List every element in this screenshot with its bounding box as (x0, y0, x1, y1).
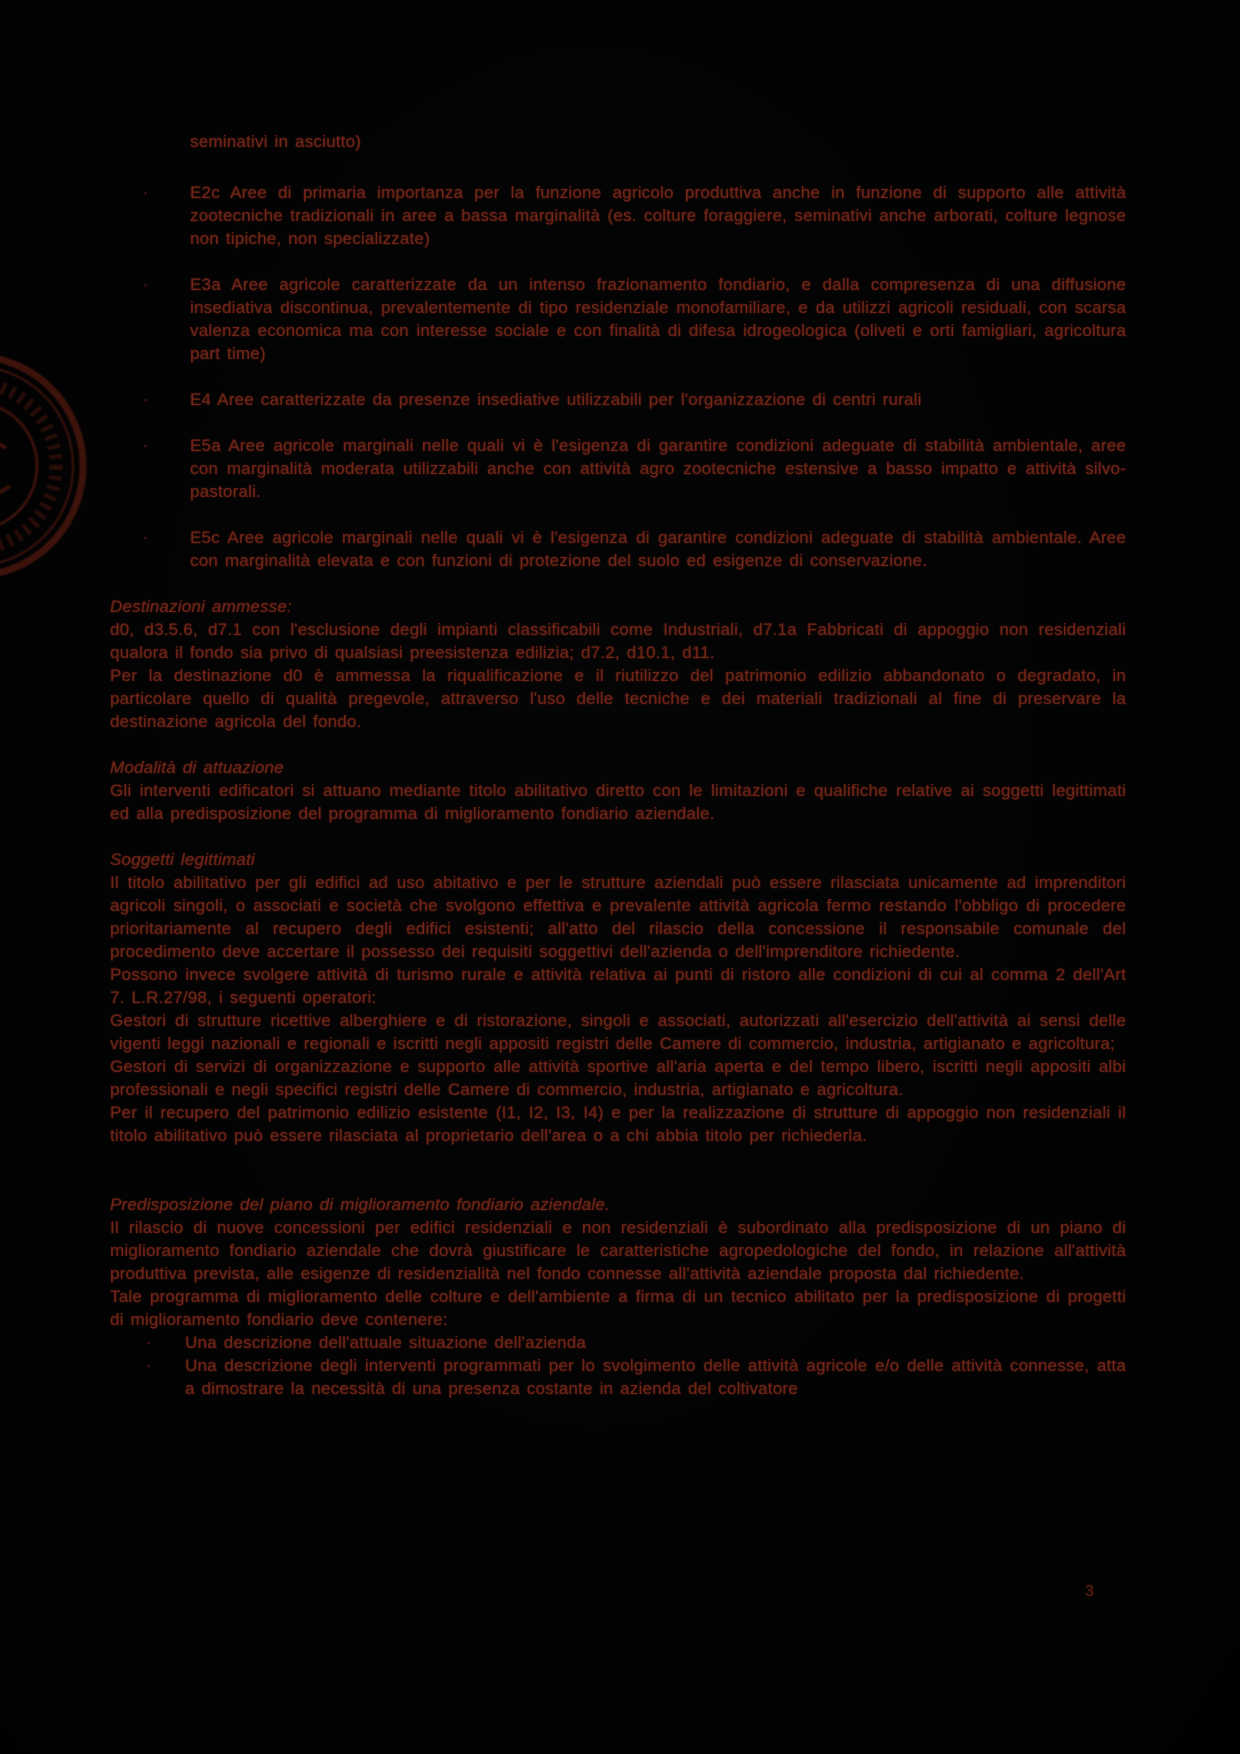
section-paragraph: Gli interventi edificatori si attuano mediante titolo abilitativo diretto con le limitazioni e qualifiche relative ai soggetti legittimati ed alla predisposizione del programma di miglioramento fondiario aziendale. (110, 781, 1126, 823)
zone-item-e5a (110, 434, 1126, 503)
zone-text: E3a Aree agricole caratterizzate da un intenso frazionamento fondiario, e dalla compresenza di una diffusione insediativa discontinua, prevalentemente di tipo residenziale monofamiliare, e da utilizzi agricoli residuali, con scarsa valenza economica ma con interesse sociale e con finalità di difesa idrogeologica (oliveti e orti famigliari, agricoltura part time) (190, 275, 1126, 363)
requirement-item (110, 1331, 1126, 1354)
document-body (110, 130, 1126, 1400)
section-paragraph: Per la destinazione d0 è ammessa la riqualificazione e il riutilizzo del patrimonio edilizio abbandonato o degradato, in particolare quello di qualità pregevole, attraverso l'uso delle tecniche e dei materiali tradizionali al fine di preservare la destinazione agricola del fondo. (110, 666, 1126, 731)
section-paragraph: Gestori di strutture ricettive alberghiere e di ristorazione, singoli e associati, autorizzati all'esercizio dell'attività ai sensi delle vigenti leggi nazionali e regionali e iscritti negli appositi registri delle Camere di commercio, industria, artigianato e agricoltura; (110, 1011, 1126, 1053)
section-heading: Modalità di attuazione (110, 758, 284, 777)
requirement-text: Una descrizione degli interventi programmati per lo svolgimento delle attività agricole e/o delle attività connesse, atta a dimostrare la necessità di una presenza costante in azienda del coltivatore (185, 1356, 1126, 1398)
section-paragraph: Tale programma di miglioramento delle colture e dell'ambiente a firma di un tecnico abilitato per la predisposizione di progetti di miglioramento fondiario deve contenere: (110, 1287, 1126, 1329)
piano-requirements-list (110, 1331, 1126, 1400)
zone-text: E2c Aree di primaria importanza per la funzione agricolo produttiva anche in funzione di supporto alle attività zootecniche tradizionali in aree a bassa marginalità (es. colture foraggiere, seminativi anche arborati, colture legnose non tipiche, non specializzate) (190, 183, 1126, 248)
bullet-icon: · (146, 1334, 152, 1351)
section-destinazioni-ammesse (110, 595, 1126, 733)
zone-text: E4 Aree caratterizzate da presenze insediative utilizzabili per l'organizzazione di centri rurali (190, 390, 922, 409)
zone-item-e5c (110, 526, 1126, 572)
zone-definitions-list (110, 181, 1126, 572)
zone-item-e4 (110, 388, 1126, 411)
bullet-icon: · (143, 529, 149, 546)
section-paragraph: Per il recupero del patrimonio edilizio esistente (I1, I2, I3, I4) e per la realizzazione di strutture di appoggio non residenziali il titolo abilitativo può essere rilasciata al proprietario dell'area o a chi abbia titolo per richiederla. (110, 1103, 1126, 1145)
section-paragraph: d0, d3.5.6, d7.1 con l'esclusione degli impianti classificabili come Industriali, d7.1a Fabbricati di appoggio non residenziali qualora il fondo sia privo di qualsiasi preesistenza edilizia; d7.2, d10.1, d11. (110, 620, 1126, 662)
official-seal-icon (0, 336, 98, 596)
section-paragraph: Il rilascio di nuove concessioni per edifici residenziali e non residenziali è subordinato alla predisposizione di un piano di miglioramento fondiario aziendale che dovrà giustificare le caratteristiche agropedologiche del fondo, in relazione all'attività produttiva prevista, alle esigenze di residenzialità nel fondo connesse all'attività aziendale proposta dal richiedente. (110, 1218, 1126, 1283)
bullet-icon: · (146, 1357, 152, 1374)
zone-text: E5c Aree agricole marginali nelle quali vi è l'esigenza di garantire condizioni adeguate di stabilità ambientale. Aree con marginalità elevata e con funzioni di protezione del suolo ed esigenze di conservazione. (190, 528, 1126, 570)
section-heading: Destinazioni ammesse: (110, 597, 292, 616)
section-modalita-attuazione (110, 756, 1126, 825)
requirement-item (110, 1354, 1126, 1400)
bullet-icon: · (143, 276, 149, 293)
bullet-icon: · (143, 437, 149, 454)
section-predisposizione-piano (110, 1193, 1126, 1400)
section-soggetti-legittimati (110, 848, 1126, 1147)
zone-item-e3a (110, 273, 1126, 365)
page-number: 3 (1085, 1583, 1094, 1600)
seal-ring-text (0, 383, 56, 549)
section-heading: Soggetti legittimati (110, 850, 255, 869)
section-paragraph: Possono invece svolgere attività di turismo rurale e attività relativa ai punti di ristoro alle condizioni di cui al comma 2 dell'Art 7. L.R.27/98, i seguenti operatori: (110, 965, 1126, 1007)
zone-item-e2c (110, 181, 1126, 250)
bullet-icon: · (143, 391, 149, 408)
section-heading: Predisposizione del piano di miglioramento fondiario aziendale. (110, 1195, 610, 1214)
seal-crest (0, 431, 10, 499)
paragraph-continuation: seminativi in asciutto) (190, 132, 362, 151)
zone-text: E5a Aree agricole marginali nelle quali vi è l'esigenza di garantire condizioni adeguate di stabilità ambientale, aree con marginalità moderata utilizzabili anche con attività agro zootecniche estensive a basso impatto e attività silvo-pastorali. (190, 436, 1126, 501)
section-paragraph: Gestori di servizi di organizzazione e supporto alle attività sportive all'aria aperta e del tempo libero, iscritti negli appositi albi professionali e negli specifici registri delle Camere di commercio, industria, artigianato e agricoltura. (110, 1057, 1126, 1099)
requirement-text: Una descrizione dell'attuale situazione dell'azienda (185, 1333, 587, 1352)
section-paragraph: Il titolo abilitativo per gli edifici ad uso abitativo e per le strutture aziendali può essere rilasciata unicamente ad imprenditori agricoli singoli, o associati e società che svolgono effettiva e prevalente attività agricola fermo restando l'obbligo di procedere prioritariamente al recupero degli edifici esistenti; all'atto del rilascio della concessione il responsabile comunale del procedimento deve accertare il possesso dei requisiti soggettivi dell'azienda o dell'imprenditore richiedente. (110, 873, 1126, 961)
bullet-icon: · (143, 184, 149, 201)
